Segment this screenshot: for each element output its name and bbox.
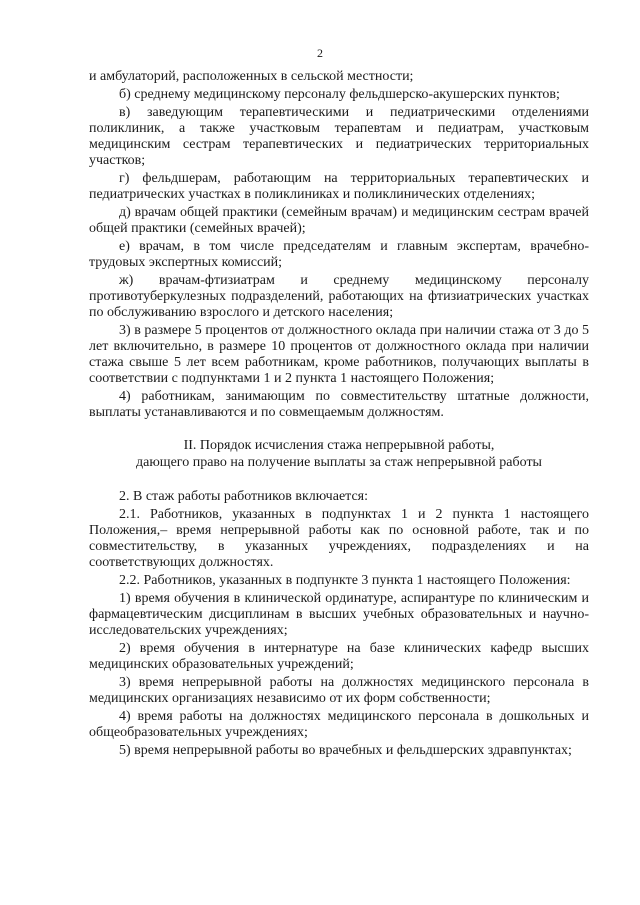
section-heading-line2: дающего право на получение выплаты за стаж непрерывной работы: [136, 455, 542, 470]
paragraph: б) среднему медицинскому персоналу фельдшерско-акушерских пунктов;: [119, 87, 560, 102]
paragraph: 4) работникам, занимающим по совместительству штатные должности, выплаты устанавливаются и по совмещаемым должностям.: [89, 389, 589, 420]
paragraph: е) врачам, в том числе председателям и главным экспертам, врачебно-трудовых экспертных комиссий;: [89, 239, 589, 270]
paragraph: 2. В стаж работы работников включается:: [119, 489, 368, 504]
section-heading: [89, 437, 589, 471]
paragraph: 5) время непрерывной работы во врачебных и фельдшерских здравпунктах;: [119, 743, 572, 758]
paragraph: и амбулаторий, расположенных в сельской местности;: [89, 69, 414, 84]
paragraph: 3) время непрерывной работы на должностях медицинского персонала в медицинских организациях независимо от их форм собственности;: [89, 675, 589, 706]
paragraph: 2.1. Работников, указанных в подпунктах 1 и 2 пункта 1 настоящего Положения,– время непрерывной работы как по основной работе, так и по совместительству, в указанных учреждениях, подразделениях и на соответствующих должностях.: [89, 507, 589, 570]
paragraph: д) врачам общей практики (семейным врачам) и медицинским сестрам врачей общей практики (семейных врачей);: [89, 205, 589, 236]
page-number: 2: [317, 46, 323, 60]
paragraph: 2) время обучения в интернатуре на базе клинических кафедр высших медицинских образовательных учреждений;: [89, 641, 589, 672]
paragraph: в) заведующим терапевтическими и педиатрическими отделениями поликлиник, а также участковым терапевтам и педиатрам, участковым медицинским сестрам терапевтических и педиатрических территориальных участков;: [89, 105, 589, 168]
paragraph: г) фельдшерам, работающим на территориальных терапевтических и педиатрических участках в поликлиниках и поликлинических отделениях;: [89, 171, 589, 202]
section-heading-line1: II. Порядок исчисления стажа непрерывной работы,: [183, 438, 495, 453]
paragraph: 1) время обучения в клинической ординатуре, аспирантуре по клиническим и фармацевтическим дисциплинам в высших учебных образовательных и научно-исследовательских учреждениях;: [89, 591, 589, 638]
paragraph: 3) в размере 5 процентов от должностного оклада при наличии стажа от 3 до 5 лет включительно, в размере 10 процентов от должностного оклада при наличии стажа свыше 5 лет всем работникам, кроме работников, получающих выплаты в соответствии с подпунктами 1 и 2 пункта 1 настоящего Положения;: [89, 323, 589, 386]
paragraph: 4) время работы на должностях медицинского персонала в дошкольных и общеобразовательных учреждениях;: [89, 709, 589, 740]
paragraph: 2.2. Работников, указанных в подпункте 3 пункта 1 настоящего Положения:: [119, 573, 571, 588]
document-body: [89, 69, 589, 761]
paragraph: ж) врачам-фтизиатрам и среднему медицинскому персоналу противотуберкулезных подразделений, работающих на фтизиатрических участках по обслуживанию взрослого и детского населения;: [89, 273, 589, 320]
